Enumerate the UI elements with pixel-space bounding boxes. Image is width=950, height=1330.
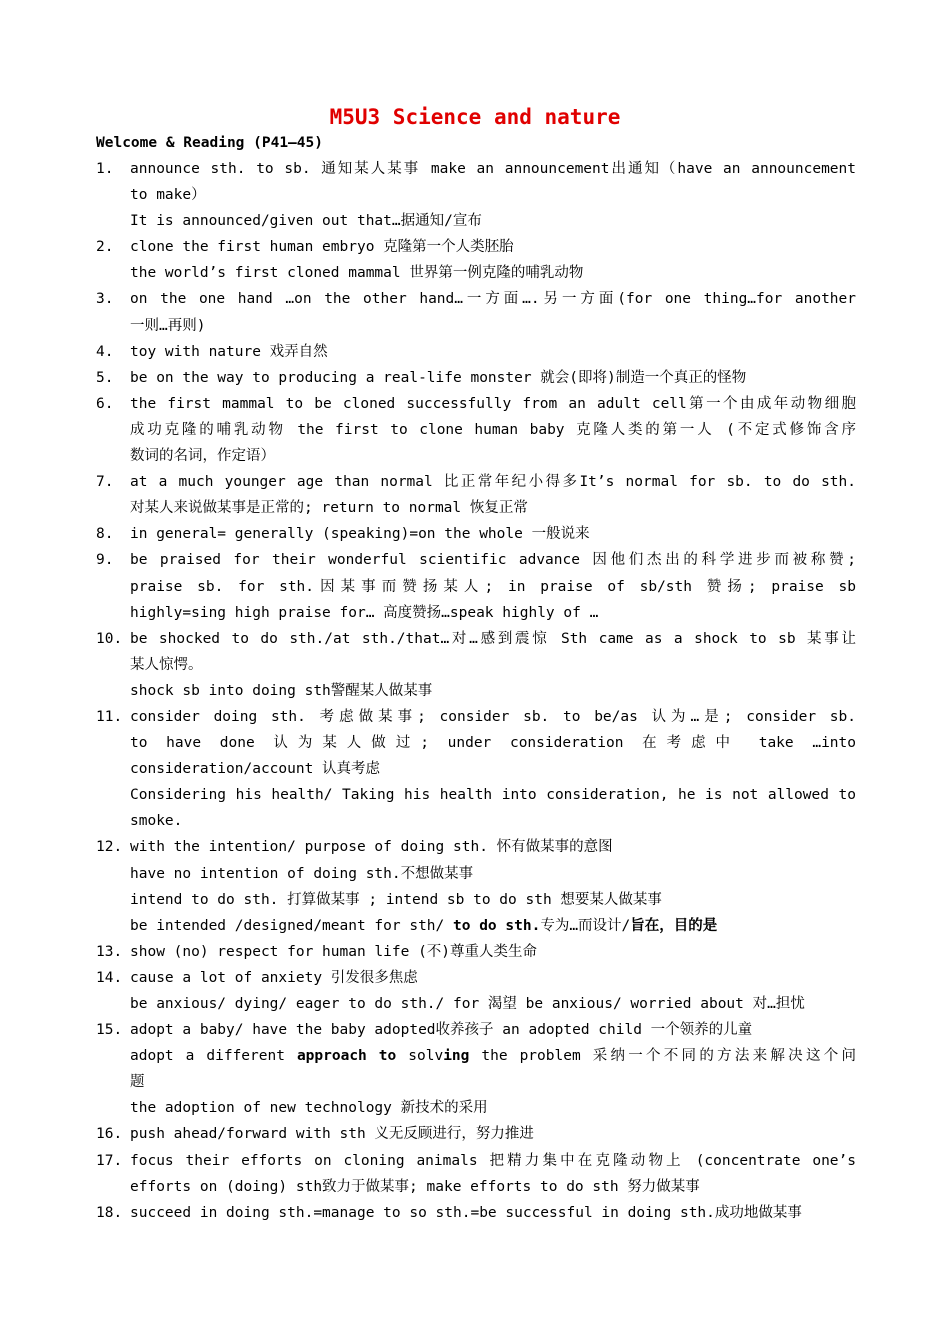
text-segment: the problem 采纳一个不同的方法来解决这个问	[469, 1048, 856, 1065]
item-line: consideration/account 认真考虑	[130, 761, 381, 778]
item-line: clone the first human embryo 克隆第一个人类胚胎	[130, 239, 514, 256]
vocabulary-list	[96, 156, 856, 1226]
item-number: 7.	[96, 474, 114, 491]
item-number: 13.	[96, 943, 123, 960]
item-line: the first mammal to be cloned successfully from an adult cell第一个由成年动物细胞	[130, 395, 856, 412]
page-title: M5U3 Science and nature	[329, 105, 621, 129]
item-line: efforts on (doing) sth致力于做某事; make efforts to do sth 努力做某事	[130, 1178, 700, 1195]
item-number: 11.	[96, 708, 123, 725]
text-segment: 专为…而设计/	[540, 917, 631, 934]
item-line: 题	[130, 1074, 145, 1091]
bold-text-segment: to do sth.	[453, 917, 541, 934]
item-number: 10.	[96, 630, 123, 647]
item-line: show (no) respect for human life (不)尊重人类生命	[130, 943, 538, 960]
item-number: 1.	[96, 161, 114, 177]
bold-text-segment: approach to	[296, 1048, 397, 1065]
list-item	[96, 469, 856, 521]
item-line-mixed	[130, 1043, 856, 1069]
item-line: intend to do sth. 打算做某事 ; intend sb to do sth 想要某人做某事	[130, 891, 662, 908]
list-item	[96, 1121, 856, 1147]
item-line: to have done 认为某人做过; under consideration 在考虑中 take …into	[130, 735, 856, 752]
item-line: in general= generally (speaking)=on the whole 一般说来	[130, 526, 590, 543]
item-number: 15.	[96, 1022, 123, 1039]
list-item	[96, 1017, 856, 1121]
list-item	[96, 286, 856, 338]
text-segment: solv	[396, 1048, 444, 1065]
item-number: 12.	[96, 839, 123, 856]
item-line: be shocked to do sth./at sth./that…对…感到震惊 Sth came as a shock to sb 某事让	[130, 630, 856, 647]
text-segment: be intended /designed/meant for sth/	[130, 917, 454, 934]
item-line: be on the way to producing a real-life monster 就会(即将)制造一个真正的怪物	[130, 369, 747, 386]
item-line: adopt a baby/ have the baby adopted收养孩子 an adopted child 一个领养的儿童	[130, 1022, 753, 1039]
item-line: on the one hand …on the other hand…一方面….另一方面(for one thing…for another	[130, 291, 856, 308]
item-number: 9.	[96, 552, 114, 569]
list-item	[96, 834, 856, 938]
item-line: 一则…再则)	[130, 317, 206, 334]
list-item	[96, 704, 856, 834]
item-line: highly=sing high praise for… 高度赞扬…speak highly of …	[130, 604, 599, 621]
list-item	[96, 626, 856, 704]
item-number: 16.	[96, 1126, 123, 1143]
item-line: Considering his health/ Taking his health into consideration, he is not allowed to	[130, 787, 856, 804]
item-number: 5.	[96, 369, 114, 386]
item-line: 某人惊愕。	[130, 656, 203, 673]
item-number: 14.	[96, 969, 123, 986]
item-line: focus their efforts on cloning animals 把精力集中在克隆动物上 (concentrate one’s	[130, 1152, 856, 1169]
item-line: announce sth. to sb. 通知某人某事 make an announcement出通知（have an announcement	[130, 161, 856, 177]
item-line: 成功克隆的哺乳动物 the first to clone human baby 克隆人类的第一人 (不定式修饰含序	[130, 421, 856, 438]
list-item	[96, 547, 856, 625]
item-line: cause a lot of anxiety 引发很多焦虑	[130, 969, 418, 986]
list-item	[96, 1148, 856, 1200]
item-number: 18.	[96, 1204, 123, 1221]
item-number: 6.	[96, 395, 114, 412]
item-line: to make）	[130, 187, 206, 204]
item-line: 对某人来说做某事是正常的; return to normal 恢复正常	[130, 500, 528, 517]
item-line: have no intention of doing sth.不想做某事	[130, 865, 474, 882]
list-item	[96, 156, 856, 234]
list-item	[96, 965, 856, 1017]
item-line: be praised for their wonderful scientific advance 因他们杰出的科学进步而被称赞;	[130, 552, 856, 569]
list-item	[96, 365, 856, 391]
item-line: succeed in doing sth.=manage to so sth.=be successful in doing sth.成功地做某事	[130, 1204, 802, 1221]
item-line: toy with nature 戏弄自然	[130, 343, 328, 360]
list-item	[96, 521, 856, 547]
item-number: 2.	[96, 239, 114, 256]
item-number: 4.	[96, 343, 114, 360]
list-item	[96, 234, 856, 286]
item-line: praise sb. for sth.因某事而赞扬某人; in praise of sb/sth 赞扬; praise sb	[130, 578, 856, 595]
item-line: with the intention/ purpose of doing sth. 怀有做某事的意图	[130, 839, 613, 856]
item-line: consider doing sth. 考虑做某事; consider sb. to be/as 认为…是; consider sb.	[130, 708, 856, 725]
section-subtitle: Welcome & Reading (P41—45)	[96, 135, 323, 151]
list-item	[96, 1200, 856, 1226]
item-line: the adoption of new technology 新技术的采用	[130, 1100, 488, 1117]
item-line: It is announced/given out that…据通知/宣布	[130, 213, 482, 230]
item-line: the world’s first cloned mammal 世界第一例克隆的哺乳动物	[130, 265, 584, 282]
item-line: 数词的名词，作定语）	[130, 448, 275, 465]
list-item	[96, 939, 856, 965]
bold-text-segment: ing	[443, 1048, 470, 1065]
list-item	[96, 391, 856, 469]
item-line: be anxious/ dying/ eager to do sth./ for 渴望 be anxious/ worried about 对…担忧	[130, 996, 805, 1012]
bold-text-segment: 旨在，目的是	[630, 917, 718, 934]
item-line: at a much younger age than normal 比正常年纪小得多It’s normal for sb. to do sth.	[130, 474, 856, 491]
text-segment: adopt a different	[130, 1048, 297, 1065]
item-line: push ahead/forward with sth 义无反顾进行，努力推进	[130, 1126, 534, 1143]
item-line: shock sb into doing sth警醒某人做某事	[130, 682, 433, 699]
item-line: smoke.	[130, 813, 183, 830]
item-number: 17.	[96, 1152, 123, 1169]
item-number: 8.	[96, 526, 114, 543]
item-number: 3.	[96, 291, 114, 308]
item-line-mixed	[130, 913, 856, 939]
list-item	[96, 339, 856, 365]
